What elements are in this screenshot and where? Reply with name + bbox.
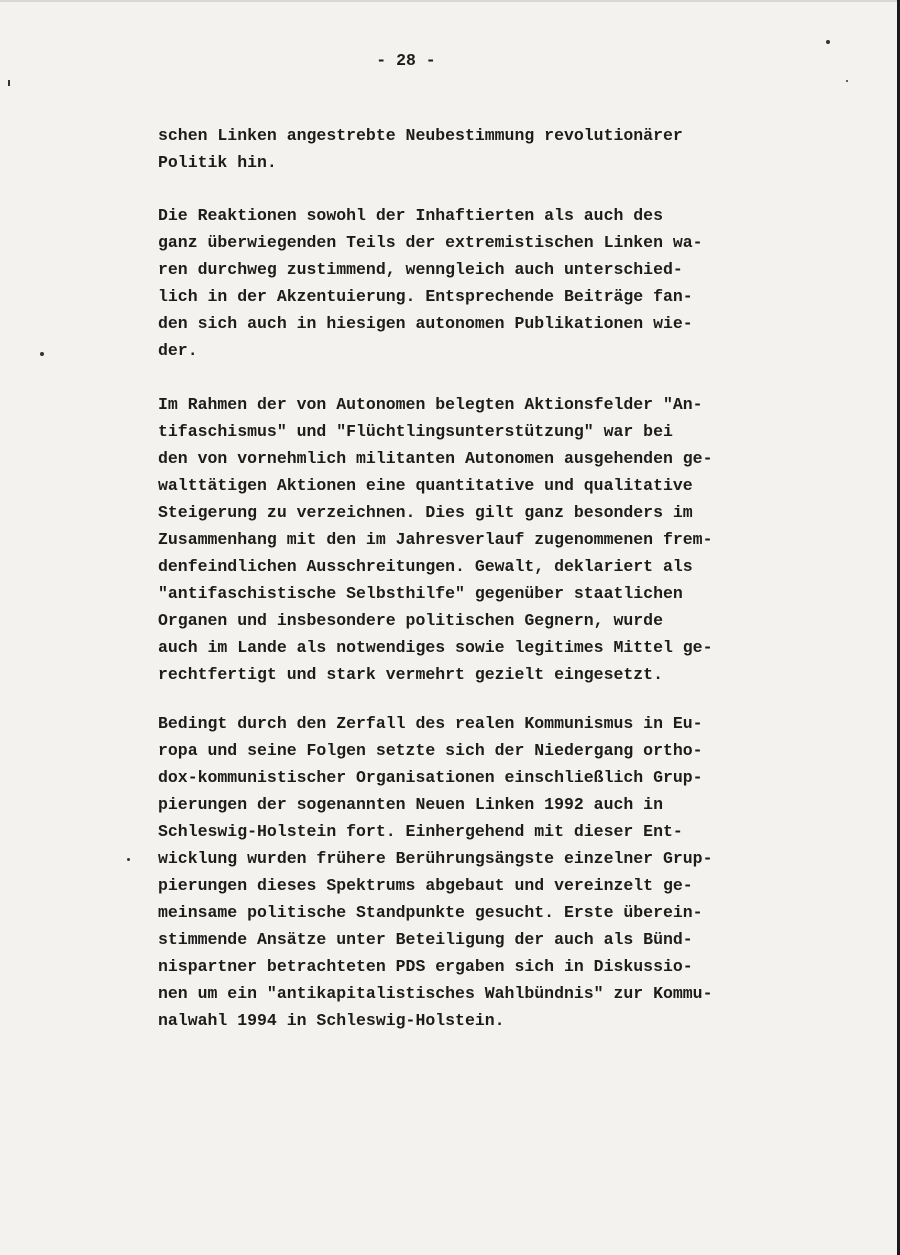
text-line: schen Linken angestrebte Neubestimmung revolutionärer — [158, 126, 683, 145]
paragraph-1 — [158, 122, 683, 176]
text-line: der. — [158, 341, 198, 360]
scan-top-edge — [0, 0, 900, 2]
text-line: Bedingt durch den Zerfall des realen Kommunismus in Eu- — [158, 714, 703, 733]
text-line: ropa und seine Folgen setzte sich der Niedergang ortho- — [158, 741, 703, 760]
text-line: Politik hin. — [158, 153, 277, 172]
text-line: nalwahl 1994 in Schleswig-Holstein. — [158, 1011, 505, 1030]
text-line: auch im Lande als notwendiges sowie legitimes Mittel ge- — [158, 638, 713, 657]
paragraph-4 — [158, 710, 713, 1034]
text-line: Steigerung zu verzeichnen. Dies gilt ganz besonders im — [158, 503, 693, 522]
scan-speck — [826, 40, 830, 44]
text-line: rechtfertigt und stark vermehrt gezielt eingesetzt. — [158, 665, 663, 684]
text-line: wicklung wurden frühere Berührungsängste einzelner Grup- — [158, 849, 713, 868]
text-line: walttätigen Aktionen eine quantitative und qualitative — [158, 476, 693, 495]
text-line: nispartner betrachteten PDS ergaben sich in Diskussio- — [158, 957, 693, 976]
text-line: tifaschismus" und "Flüchtlingsunterstützung" war bei — [158, 422, 673, 441]
text-line: denfeindlichen Ausschreitungen. Gewalt, deklariert als — [158, 557, 693, 576]
scan-speck — [127, 858, 130, 861]
paragraph-3 — [158, 391, 713, 688]
text-line: pierungen der sogenannten Neuen Linken 1992 auch in — [158, 795, 663, 814]
text-line: den von vornehmlich militanten Autonomen ausgehenden ge- — [158, 449, 713, 468]
scan-speck — [846, 80, 848, 82]
text-line: ren durchweg zustimmend, wenngleich auch unterschied- — [158, 260, 683, 279]
text-line: den sich auch in hiesigen autonomen Publikationen wie- — [158, 314, 693, 333]
text-line: Schleswig-Holstein fort. Einhergehend mit dieser Ent- — [158, 822, 683, 841]
text-line: Die Reaktionen sowohl der Inhaftierten als auch des — [158, 206, 663, 225]
scan-speck — [40, 352, 44, 356]
text-line: stimmende Ansätze unter Beteiligung der auch als Bünd- — [158, 930, 693, 949]
text-line: Organen und insbesondere politischen Gegnern, wurde — [158, 611, 663, 630]
text-line: Im Rahmen der von Autonomen belegten Aktionsfelder "An- — [158, 395, 703, 414]
text-line: ganz überwiegenden Teils der extremistischen Linken wa- — [158, 233, 703, 252]
text-line: dox-kommunistischer Organisationen einschließlich Grup- — [158, 768, 703, 787]
text-line: pierungen dieses Spektrums abgebaut und vereinzelt ge- — [158, 876, 693, 895]
text-line: nen um ein "antikapitalistisches Wahlbündnis" zur Kommu- — [158, 984, 713, 1003]
text-line: meinsame politische Standpunkte gesucht. Erste überein- — [158, 903, 703, 922]
text-line: Zusammenhang mit den im Jahresverlauf zugenommenen frem- — [158, 530, 713, 549]
text-line: "antifaschistische Selbsthilfe" gegenüber staatlichen — [158, 584, 683, 603]
page-number: - 28 - — [376, 51, 436, 70]
text-line: lich in der Akzentuierung. Entsprechende Beiträge fan- — [158, 287, 693, 306]
scan-speck — [8, 80, 10, 86]
paragraph-2 — [158, 202, 703, 364]
